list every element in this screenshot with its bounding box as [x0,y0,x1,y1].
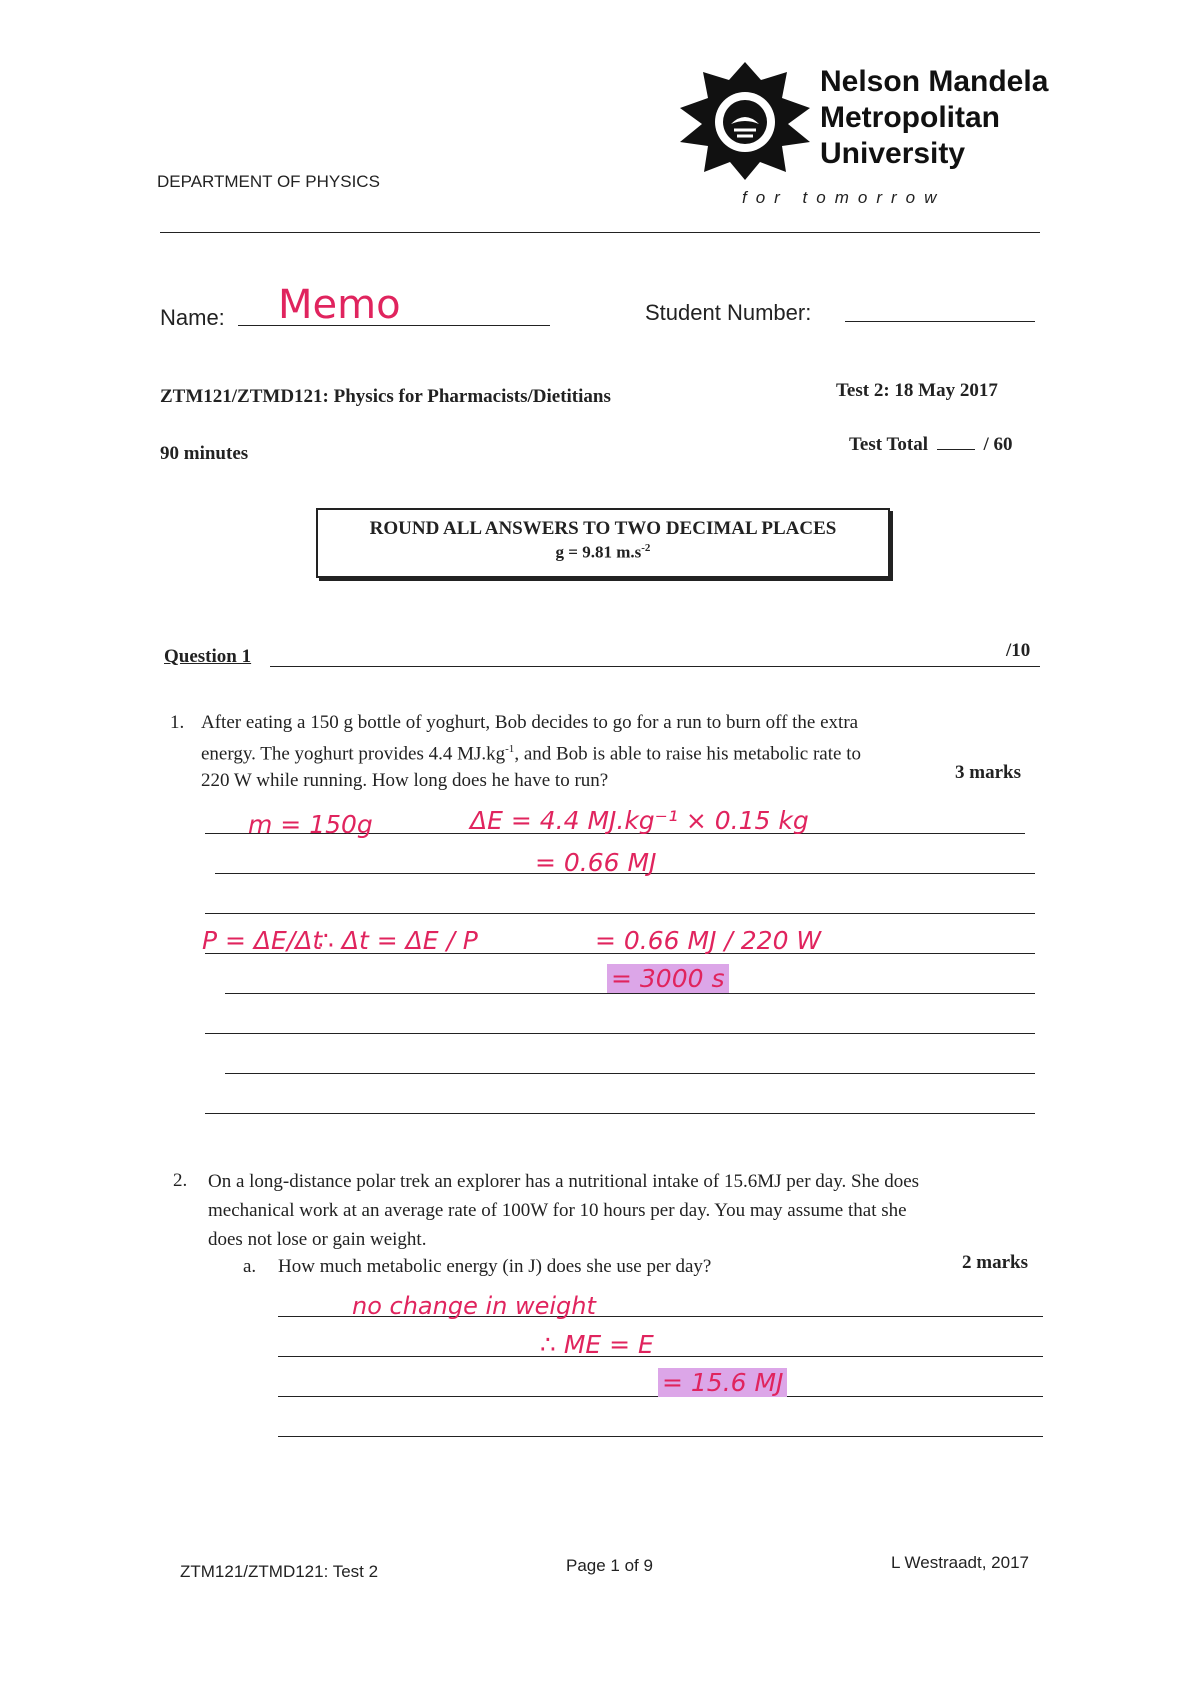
q2a-answer-line2: ∴ ME = E [540,1330,654,1359]
course-title: ZTM121/ZTMD121: Physics for Pharmacists/Dietitians [160,386,611,407]
q1-answer-substituted: = 0.66 MJ / 220 W [595,926,822,955]
university-name [820,64,1048,172]
name-value: Memo [278,282,401,328]
q1-answer-power: P = ΔE/Δt [202,926,323,955]
question-marks-total: /10 [1006,640,1031,661]
rounding-instruction: ROUND ALL ANSWERS TO TWO DECIMAL PLACES [369,518,837,539]
q1-number: 1. [170,712,185,733]
university-name-line3: University [820,137,966,170]
test-total-max: / 60 [983,434,1013,455]
question-title: Question 1 [164,646,252,667]
q2a-answer-line3: = 15.6 MJ [658,1368,787,1397]
q2a-label: a. [243,1256,257,1277]
q1-text: After eating a 150 g bottle of yoghurt, Bob decides to go for a run to burn off the extra energy. The yoghurt provides 4.4 $MJ.kg^{-1}$, and Bob is able to raise his metabolic rate to 220 W while running. How long does he have to run? [201,712,861,792]
q2a-answer-line1: no change in weight [352,1292,596,1320]
answer-line [225,993,1035,994]
test-date: Test 2: 18 May 2017 [836,380,998,401]
footer-page-number: Page 1 of 9 [566,1556,653,1575]
q1-answer-rearranged: ∴ Δt = ΔE / P [318,926,478,955]
university-tagline: for tomorrow [742,188,946,207]
university-name-line1: Nelson Mandela [820,65,1049,98]
gravity-constant: g = 9.81 $m.s^{-2}$ [555,542,651,562]
answer-line [205,913,1035,914]
university-name-line2: Metropolitan [820,101,1000,134]
q2a-text: How much metabolic energy (in J) does she use per day? [278,1256,712,1277]
name-field-line [238,325,550,326]
name-label: Name: [160,305,225,330]
footer-author: L Westraadt, 2017 [891,1553,1029,1572]
q1-marks: 3 marks [955,762,1021,783]
department-label: DEPARTMENT OF PHYSICS [157,172,380,191]
q2-number: 2. [173,1170,188,1191]
test-total-label: Test Total [849,434,929,455]
answer-line [225,1073,1035,1074]
answer-line [278,1356,1043,1357]
footer-course: ZTM121/ZTMD121: Test 2 [180,1562,379,1581]
test-total [849,434,1013,456]
answer-line [278,1436,1043,1437]
student-number-field-line [845,321,1035,322]
university-logo-icon [676,62,814,180]
notice-box [316,508,890,578]
header-divider [160,232,1040,233]
answer-line [205,1033,1035,1034]
test-duration: 90 minutes [160,443,249,464]
q2a-marks: 2 marks [962,1252,1028,1273]
student-number-label: Student Number: [645,300,812,325]
q1-answer-energy: ΔE = 4.4 MJ.kg⁻¹ × 0.15 kg [470,806,809,835]
question-title-line [270,666,1040,667]
q1-answer-mass: m = 150g [248,810,373,839]
answer-line [205,1113,1035,1114]
q2-text: On a long-distance polar trek an explorer has a nutritional intake of 15.6MJ per day. She does mechanical work at an average rate of 100W for 10 hours per day. You may assume that she does not lose or gain weight. [208,1171,920,1250]
q1-answer-result: = 3000 s [607,964,729,993]
q1-answer-energy-result: = 0.66 MJ [535,848,657,877]
